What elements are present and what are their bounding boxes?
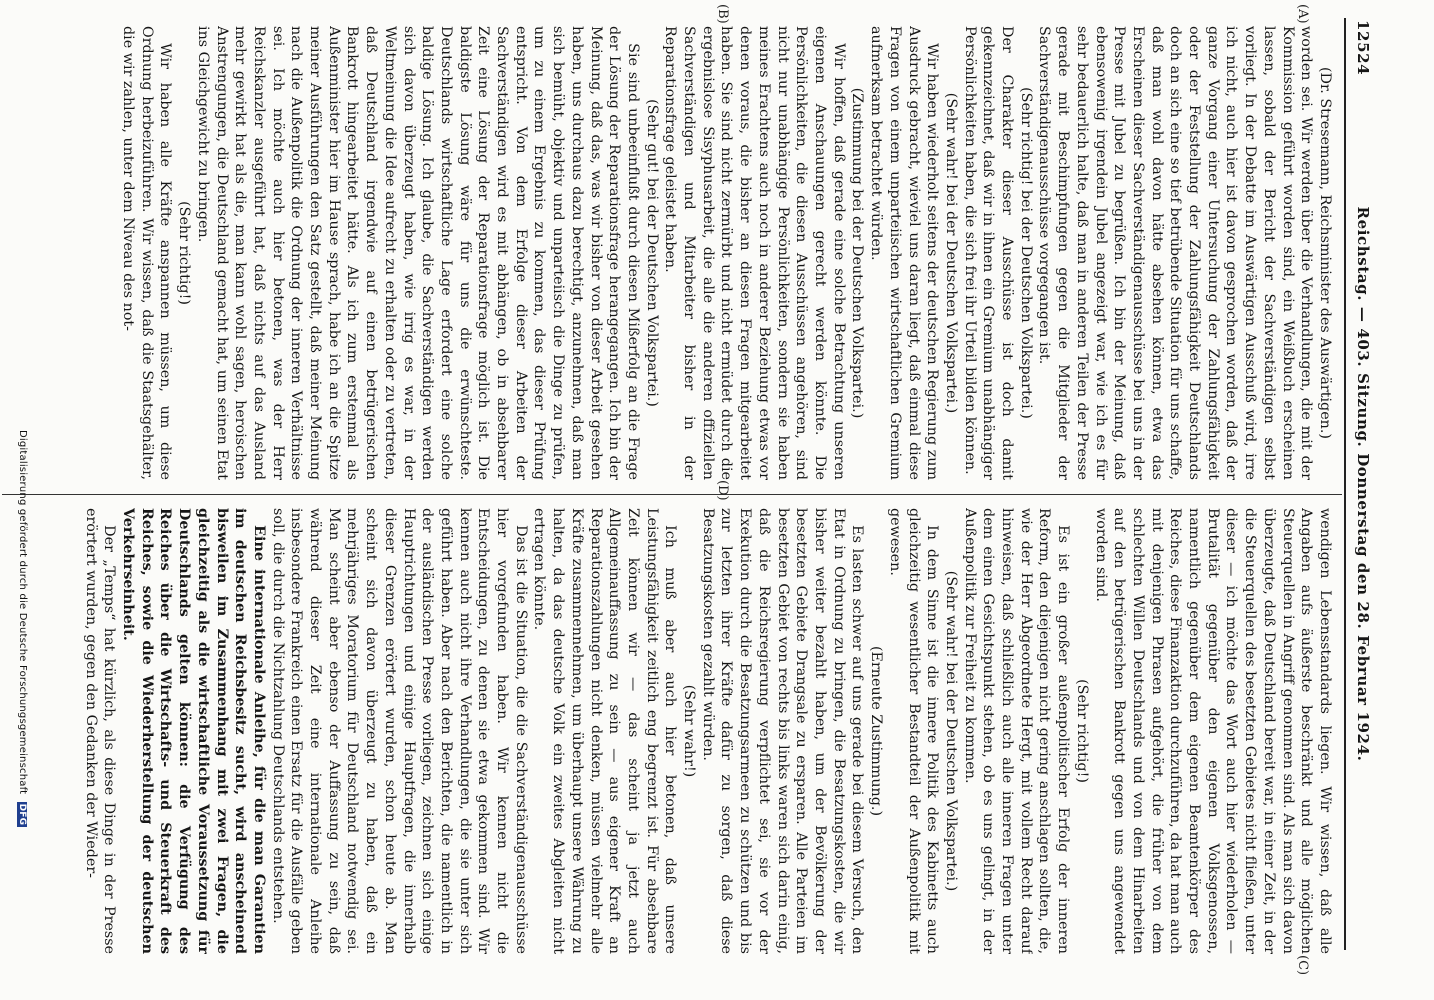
interjection: (Sehr richtig! bei der Deutschen Volkspartei.) <box>1017 87 1034 419</box>
interjection: (Sehr richtig!) <box>176 201 193 305</box>
paragraph: Sie sind unbeeinflußt durch diesen Mißerfolg an die Frage der Lösung der Reparationsfrage herangegangen. Ich bin der Meinung, daß das, was wir bisher von dieser Arbeit gesehen haben, uns durchaus dazu berechtigt, anzunehmen, daß man sich bemüht, objektiv und unparteiisch die Dinge zu prüfen, um zu einem Ergebnis zu kommen, das dieser Prüfung entspricht. Von dem Erfolge dieser Arbeiten der Sachverständigen wird es mit abhängen, ob in absehbarer Zeit eine Lösung der Reparationsfrage möglich ist. Die baldigste Lösung wäre für uns die erwünschteste. Deutschlands wirtschaftliche Lage erfordert eine solche baldige Lösung. Ich glaube, die Sachverständigen werden sich davon überzeugt haben, wie irrig es war, in der Weltmeinung die Idee aufrecht zu erhalten oder zu vertreten, daß Deutschland irgendwie auf einen betrügerischen Bankrott hingearbeitet hätte. Als ich zum erstenmal als Außenminister hier im Hause sprach, habe ich an die Spitze meiner Ausführungen den Satz gestellt, daß meiner Meinung nach die Außenpolitik die Ordnung der inneren Verhältnisse sei. Ich möchte auch hier betonen, was der Herr Reichskanzler ausgeführt hat, daß nichts auf das Ausland mehr gewirkt hat als die, man kann wohl sagen, heroischen Anstrengungen, die Deutschland gemacht hat, um seinen Etat ins Gleichgewicht zu bringen. <box>194 26 641 480</box>
paragraph: Eine internationale Anleihe, für die man Garantien im deutschen Reichsbesitz sucht, wird anscheinend bisweilen im Zusammenhang mit zwei Fragen, die gleichzeitig als die wirtschaftliche Voraussetzung für Deutschlands gelten können: die Verfügung des Reiches über die Wirtschafts- und Steuerkraft des Reiches, sowie die Wiederherstellung der deutschen Verkehrseinheit. <box>120 508 267 954</box>
margin-marker-b: (B) <box>715 4 730 24</box>
margin-marker-d: (D) <box>715 480 730 501</box>
paragraph: worden sei. Wir werden über die Verhandlungen, die mit der Kommission geführt worden sind, ein Weißbuch erscheinen lassen, sobald der Bericht der Sachverständigen selbst vorliegt. In der Debatte im Auswärtigen Ausschuß wird, irre ich nicht, auch hier ist davon gesprochen worden, daß der ganze Vorgang einer Untersuchung der Zahlungsfähigkeit oder der Feststellung der Zahlungsfähigkeit Deutschlands doch an sich eine so tief betrübende Situation für uns schaffe, daß man wohl davon hätte absehen können, etwa das Erscheinen dieser Sachverständigenausschüsse bei uns in der Presse mit Jubel zu begrüßen. Ich bin der Meinung, daß ebensowenig irgendein Jubel angezeigt war, wie ich es für sehr bedauerlich halte, daß man in anderen Teilen der Presse gerade mit Beschimpfungen gegen die Mitglieder der Sachverständigenausschüsse vorgegangen ist. <box>1036 26 1315 480</box>
interjection: (Sehr gut! bei der Deutschen Volkspartei.) <box>643 99 660 407</box>
right-column <box>34 508 1334 954</box>
margin-marker-a: (A) <box>1295 4 1310 24</box>
page-header <box>1348 20 1374 948</box>
paragraph: Wir haben wiederholt seitens der deutschen Regierung zum Ausdruck gebracht, wieviel uns daran liegt, daß einmal diese Fragen von einem unparteiischen wirtschaftlichen Gremium aufmerksam betrachtet würden. <box>868 26 941 480</box>
paragraph: Der Charakter dieser Ausschüsse ist doch damit gekennzeichnet, daß wir in ihnen ein Gremium unabhängiger Persönlichkeiten haben, die sich frei ihr Urteil bilden können. <box>961 26 1016 480</box>
interjection: (Sehr wahr! bei der Deutschen Volkspartei.) <box>942 570 959 892</box>
paragraph: Ich muß aber auch hier betonen, daß unsere Leistungsfähigkeit zeitlich eng begrenzt ist. Für absehbare Zeit können wir — das scheint ja jetzt auch Allgemeinauffassung zu sein — aus eigener Kraft an Reparationszahlungen nicht denken, müssen vielmehr alle Kräfte zusammennehmen, um überhaupt unsere Währung zu halten, da das deutsche Volk ein zweites Abgleiten nicht ertragen könnte. <box>531 508 679 954</box>
digitization-notice <box>17 430 28 827</box>
interjection: (Sehr richtig!) <box>1073 679 1090 783</box>
speaker-line: (Dr. Stresemann, Reichsminister des Auswärtigen.) <box>1317 66 1333 439</box>
interjection: (Zustimmung bei der Deutschen Volkspartei.) <box>849 87 866 419</box>
dfg-logo: DFG <box>17 803 27 826</box>
interjection: (Sehr wahr! bei der Deutschen Volkspartei.) <box>942 92 959 414</box>
page-title: Reichstag. — 403. Sitzung. Donnerstag den 28. Februar 1924. <box>1354 206 1372 762</box>
paragraph: Wir haben alle Kräfte anspannen müssen, um diese Ordnung herbeizuführen. Wir wissen, daß die Staatsgehälter, die wir zahlen, unter dem Niveau des not- <box>120 26 174 480</box>
page-number: 12524 <box>1354 20 1372 76</box>
paragraph: Der „Temps“ hat kürzlich, als diese Dinge in der Presse erörtert wurden, gegen den Gedanken der Wieder- <box>82 508 118 954</box>
column-divider <box>2 494 1342 495</box>
paragraph: Es ist ein großer außenpolitischer Erfolg der inneren Reform, den diejenigen nicht gering anschlagen sollten, die, wie der Herr Abgeordnete Hergt, mit vollem Recht darauf hinweisen, daß schließlich auch alle inneren Fragen unter dem einen Gesichtspunkt stehen, ob es uns gelingt, in der Außenpolitik zur Freiheit zu kommen. <box>961 508 1072 954</box>
paragraph: Es lasten schwer auf uns gerade bei diesem Versuch, den Etat in Ordnung zu bringen, die Besatzungskosten, die wir bisher weiter bezahlt haben, um der Bevölkerung der besetzten Gebiete Drangsale zu ersparen. Alle Parteien im besetzten Gebiet von rechts bis links waren sich darin einig, daß die Reichsregierung verpflichtet sei, sie vor der Exekution durch die Besatzungsarmeen zu schützen und bis zur letzten ihrer Kräfte dafür zu sorgen, daß diese Besatzungskosten gezahlt würden. <box>699 508 866 954</box>
header-rule <box>1344 18 1346 950</box>
paragraph: Das ist die Situation, die die Sachverständigenausschüsse hier vorgefunden haben. Wir kennen nicht die Entscheidungen, zu denen sie etwa gekommen sind. Wir kennen auch nicht ihre Verhandlungen, die sie unter sich geführt haben. Aber nach den Berichten, die namentlich in der ausländischen Presse vorliegen, zeichnen sich einige Hauptrichtungen und einige Hauptfragen, die innerhalb dieser Grenzen erörtert wurden, schon heute ab. Man scheint sich davon überzeugt zu haben, daß ein mehrjähriges Moratorium für Deutschland notwendig sei. Man scheint aber ebenso der Auffassung zu sein, daß während dieser Zeit eine internationale Anleihe insbesondere Frankreich einen Ersatz für die Ausfälle geben soll, die durch die Nichtzahlung Deutschlands entstehen. <box>269 508 529 954</box>
paragraph: In dem Sinne ist die innere Politik des Kabinetts auch gleichzeitig wesentlicher Bestandteil der Außenpolitik mit gewesen. <box>886 508 941 954</box>
digitization-notice-text: Digitalisierung gefördert durch die Deutsche Forschungsgemeinschaft <box>17 430 28 795</box>
margin-marker-c: (C) <box>1295 955 1310 976</box>
paragraph: Wir hoffen, daß gerade eine solche Betrachtung unseren eigenen Anschauungen gerecht werden könnte. Die Persönlichkeiten, die diesen Ausschüssen angehören, sind nicht nur unabhängige Persönlichkeiten, sondern sie haben meines Erachtens auch noch in anderer Beziehung etwas vor denen voraus, die bisher an diesen Fragen mitgearbeitet haben. Sie sind nicht zermürbt und nicht ermüdet durch die ergebnislose Sisyphusarbeit, die alle die anderen offiziellen Sachverständigen und Mitarbeiter bisher in der Reparationsfrage geleistet haben. <box>662 26 847 480</box>
interjection: (Sehr wahr!) <box>681 684 698 778</box>
interjection: (Erneute Zustimmung.) <box>868 645 885 817</box>
paragraph: wendigen Lebensstandards liegen. Wir wissen, daß alle Angaben aufs äußerste beschränkt und alle möglichen Steuerquellen in Angriff genommen sind. Als man sich davon überzeugte, daß Deutschland bereit war, in einer Zeit, in der die Steuerquellen des besetzten Gebietes nicht fließen, unter dieser — ich möchte das Wort auch hier wiederholen — Brutalität gegenüber den eigenen Volksgenossen, namentlich gegenüber dem eigenen Beamtenkörper des Reiches, diese Finanzaktion durchzuführen, da hat man auch mit denjenigen Phrasen aufgehört, die früher von dem schlechten Willen Deutschlands und von dem Hinarbeiten auf den betrügerischen Bankrott gegen uns angewendet worden sind. <box>1092 508 1333 954</box>
left-column <box>34 26 1334 480</box>
